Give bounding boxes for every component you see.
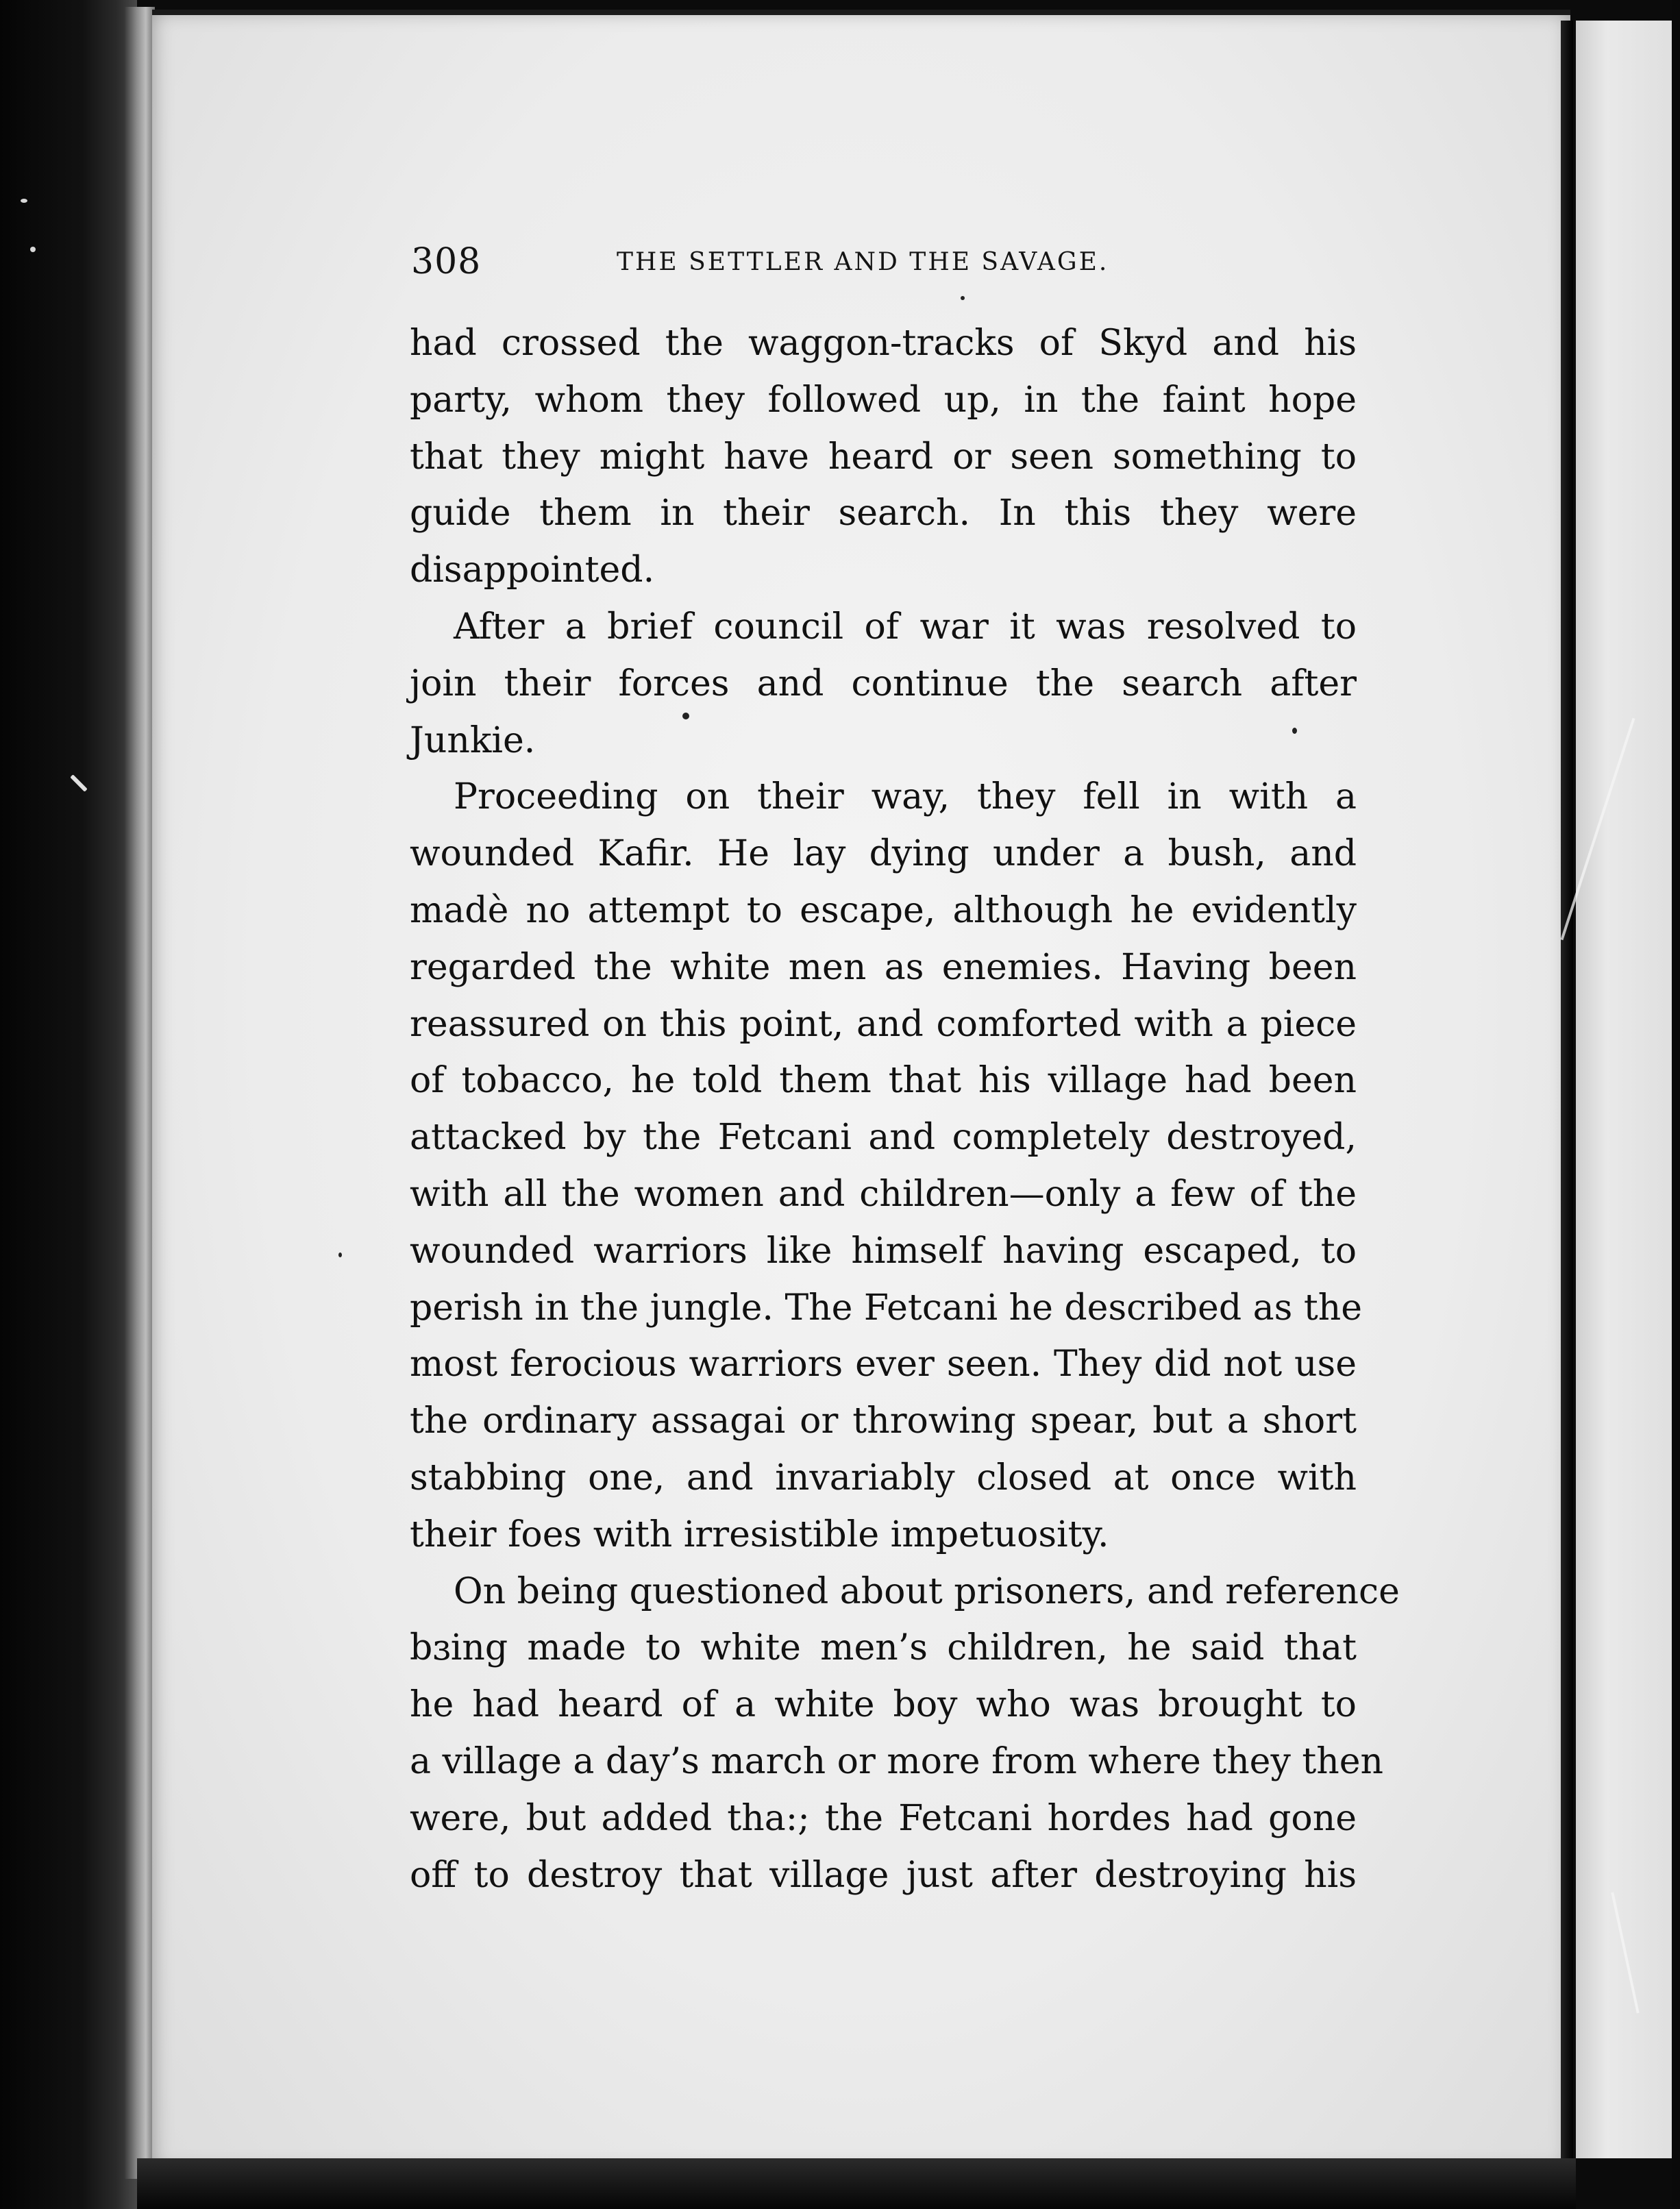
page-right-edge (1561, 21, 1573, 2172)
text-line: stabbing one, and invariably closed at once with (410, 1457, 1357, 1498)
text-line: regarded the white men as enemies. Having been (410, 946, 1357, 988)
text-line: wounded warriors like himself having escaped, to (410, 1230, 1357, 1272)
scan-speck (682, 713, 689, 719)
text-line: most ferocious warriors ever seen. They did not use (410, 1344, 1357, 1385)
text-line: a village a day’s march or more from where they then (410, 1740, 1384, 1782)
running-head (411, 241, 1357, 289)
text-line: bɜing made to white men’s children, he said that (410, 1627, 1357, 1669)
text-line: join their forces and continue the search after (410, 663, 1357, 704)
scan-speck (338, 1252, 342, 1257)
body-text (410, 315, 1400, 1903)
text-line: he had heard of a white boy who was brought to (410, 1684, 1357, 1726)
text-line: madè no attempt to escape, although he evidently (410, 889, 1357, 931)
scan-right-border (1672, 0, 1680, 2209)
text-line: that they might have heard or seen something to (410, 436, 1357, 478)
page-top-edge (152, 10, 1570, 15)
scan-speck (1292, 728, 1297, 734)
page-number: 308 (411, 241, 482, 282)
book-binding-shadow (0, 0, 137, 2209)
text-line: wounded Kafir. He lay dying under a bush, and (410, 833, 1357, 875)
text-line: On being questioned about prisoners, and reference (454, 1570, 1400, 1612)
text-line: had crossed the waggon-tracks of Skyd and his (410, 323, 1357, 364)
text-line: of tobacco, he told them that his village had been (410, 1060, 1357, 1102)
text-line: the ordinary assagai or throwing spear, but a short (410, 1400, 1357, 1442)
facing-page-edge (1576, 21, 1680, 2158)
text-line: were, but added tha:; the Fetcani hordes had gone (410, 1797, 1357, 1839)
text-line: disappointed. (410, 550, 655, 591)
text-line: off to destroy that village just after destroying his (410, 1854, 1357, 1896)
text-line: Junkie. (410, 719, 536, 761)
running-title: THE SETTLER AND THE SAVAGE. (617, 248, 1109, 276)
scan-speck (30, 247, 36, 252)
text-line: with all the women and children—only a few of the (410, 1173, 1357, 1215)
text-line: guide them in their search. In this they were (410, 493, 1357, 534)
text-line: Proceeding on their way, they fell in with a (454, 776, 1357, 818)
text-line: After a brief council of war it was resolved to (454, 606, 1357, 647)
text-line: reassured on this point, and comforted with a piece (410, 1003, 1357, 1045)
scan-speck (21, 199, 27, 203)
page-bottom-edge (137, 2158, 1576, 2209)
text-line: their foes with irresistible impetuosity. (410, 1514, 1109, 1555)
text-line: attacked by the Fetcani and completely destroyed, (410, 1117, 1357, 1159)
scan-speck (961, 296, 965, 300)
text-line: perish in the jungle. The Fetcani he described as the (410, 1287, 1363, 1329)
text-line: party, whom they followed up, in the faint hope (410, 379, 1357, 421)
page-stack-edge (125, 7, 155, 2179)
